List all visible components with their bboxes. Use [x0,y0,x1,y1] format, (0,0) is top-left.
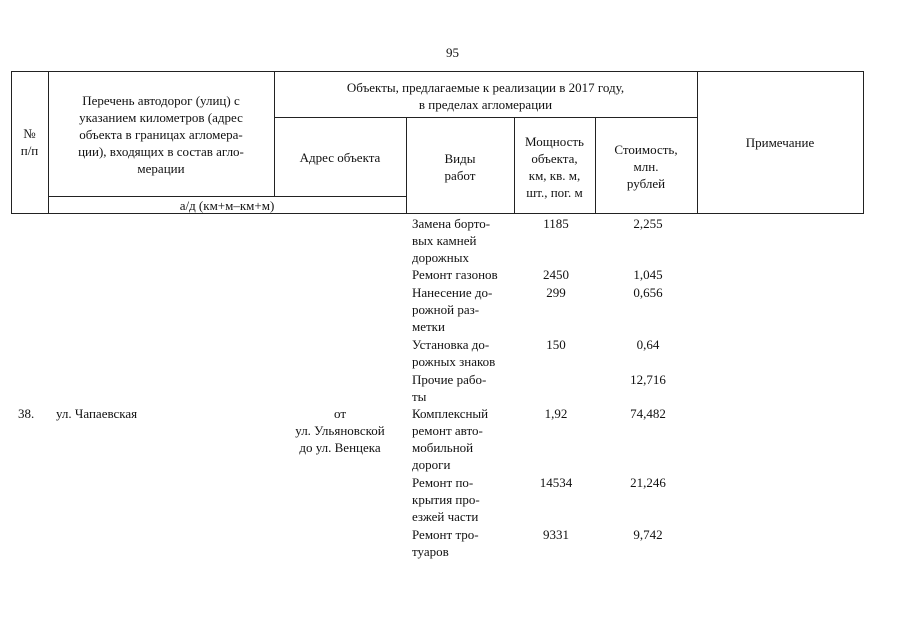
table-row-work: Прочие рабо- ты [412,372,487,404]
table-row-work: Ремонт газонов [412,267,498,282]
row-number: 38. [18,406,35,421]
table-row-work: Комплексный ремонт авто- мобильной дороги [412,406,489,472]
table-row-work: Замена борто- вых камней дорожных [412,216,491,265]
header-roads: Перечень автодорог (улиц) с указанием километров (адрес объекта в границах агломера- ции), входящих в состав агло- мерации [78,93,244,176]
header-number: № п/п [20,126,39,158]
table-row-capacity: 1185 [543,216,569,231]
table-row-cost: 0,64 [636,337,660,352]
header-address: Адрес объекта [299,150,381,165]
table-row-capacity: 150 [546,337,566,352]
table-row-capacity: 2450 [543,267,569,282]
table-row-capacity: 9331 [543,527,569,542]
table-row-cost: 0,656 [633,285,663,300]
table-row-work: Ремонт по- крытия про- езжей части [412,475,480,524]
table-row-cost: 12,716 [630,372,666,387]
header-capacity: Мощность объекта, км, кв. м, шт., пог. м [525,134,584,200]
table-row-cost: 2,255 [633,216,663,231]
table-row-capacity: 14534 [539,475,573,490]
header-objects: Объекты, предлагаемые к реализации в 2017 году, в пределах агломерации [346,80,625,112]
table-row-capacity: 299 [546,285,566,300]
table-row-work: Ремонт тро- туаров [412,527,479,559]
subheader-road: а/д (км+м–км+м) [179,198,275,213]
table-row-cost: 1,045 [633,267,663,282]
table-row-capacity: 1,92 [544,406,568,421]
header-works: Виды работ [444,151,476,183]
header-note: Примечание [745,135,815,150]
road-name: ул. Чапаевская [56,406,138,421]
page-number: 95 [446,45,459,60]
table-row-work: Нанесение до- рожной раз- метки [412,285,493,334]
header-cost: Стоимость, млн. рублей [614,142,678,191]
table-row-work: Установка до- рожных знаков [412,337,496,369]
object-address: от ул. Ульяновской до ул. Венцека [295,406,385,455]
table-row-cost: 9,742 [633,527,663,542]
table-row-cost: 74,482 [630,406,666,421]
table-row-cost: 21,246 [630,475,666,490]
